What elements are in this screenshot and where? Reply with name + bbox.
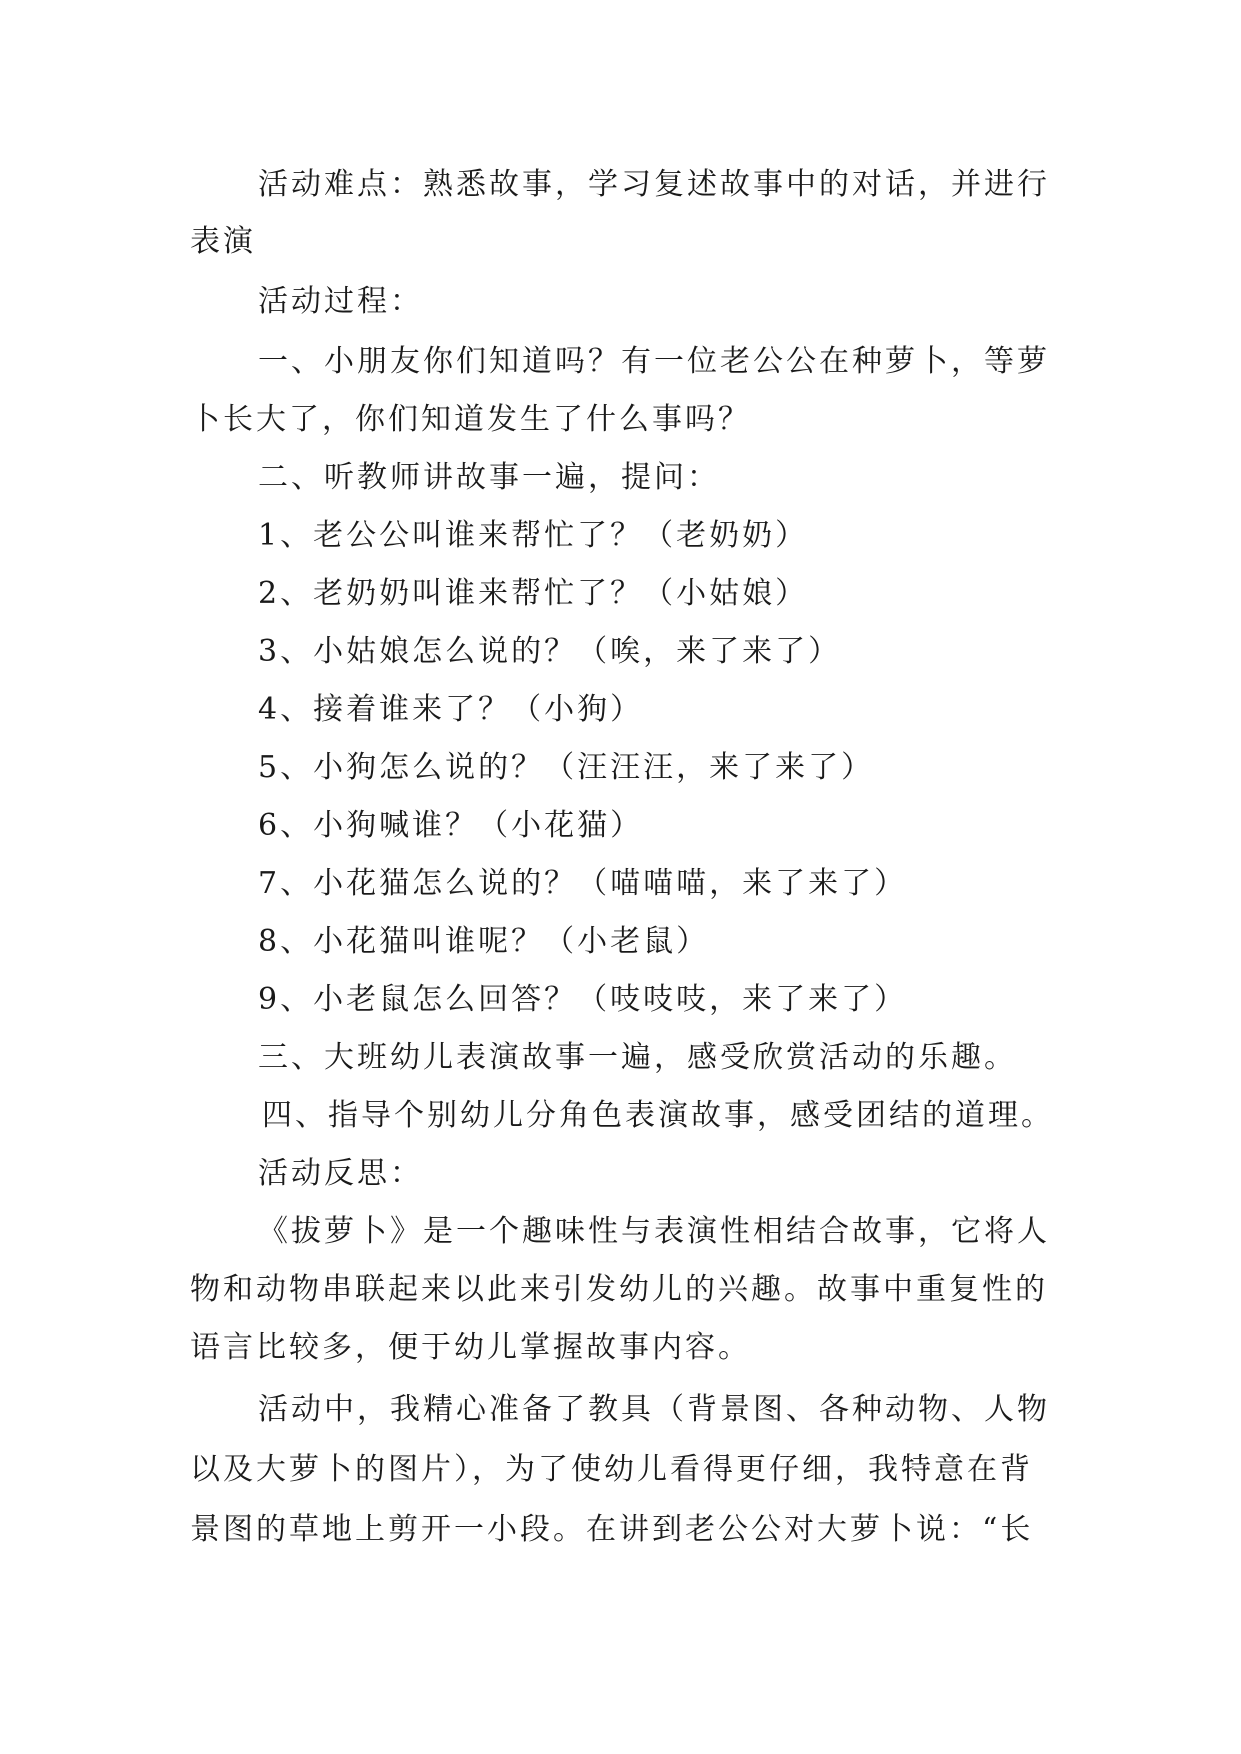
text-line: 活动中，我精心准备了教具（背景图、各种动物、人物 [258,1392,1050,1427]
text-line: 活动反思： [258,1156,423,1191]
text-line: 四、指导个别幼儿分角色表演故事，感受团结的道理。 [262,1098,1054,1133]
text-line: 二、听教师讲故事一遍，提问： [258,460,720,495]
text-line: 3、小姑娘怎么说的？（唉，来了来了） [258,634,842,669]
text-line: 《拔萝卜》是一个趣味性与表演性相结合故事，它将人 [258,1214,1050,1249]
text-line: 2、老奶奶叫谁来帮忙了？（小姑娘） [258,576,809,611]
text-line: 活动难点：熟悉故事，学习复述故事中的对话，并进行 [258,167,1050,202]
text-line: 8、小花猫叫谁呢？（小老鼠） [258,924,710,959]
text-line: 一、小朋友你们知道吗？有一位老公公在种萝卜，等萝 [258,344,1050,379]
text-line: 表演 [190,224,256,259]
text-line: 4、接着谁来了？（小狗） [258,692,644,727]
text-line: 景图的草地上剪开一小段。在讲到老公公对大萝卜说：“长 [190,1512,1034,1547]
text-line: 9、小老鼠怎么回答？（吱吱吱，来了来了） [258,982,908,1017]
text-line: 三、大班幼儿表演故事一遍，感受欣赏活动的乐趣。 [258,1040,1017,1075]
text-line: 以及大萝卜的图片），为了使幼儿看得更仔细，我特意在背 [190,1452,1033,1487]
text-line: 卜长大了，你们知道发生了什么事吗？ [190,402,751,437]
text-line: 活动过程： [258,284,423,319]
text-line: 7、小花猫怎么说的？（喵喵喵，来了来了） [258,866,908,901]
text-line: 语言比较多，便于幼儿掌握故事内容。 [190,1330,751,1365]
text-line: 物和动物串联起来以此来引发幼儿的兴趣。故事中重复性的 [190,1272,1048,1307]
text-line: 6、小狗喊谁？（小花猫） [258,808,644,843]
text-line: 1、老公公叫谁来帮忙了？（老奶奶） [258,518,809,553]
text-line: 5、小狗怎么说的？（汪汪汪，来了来了） [258,750,875,785]
